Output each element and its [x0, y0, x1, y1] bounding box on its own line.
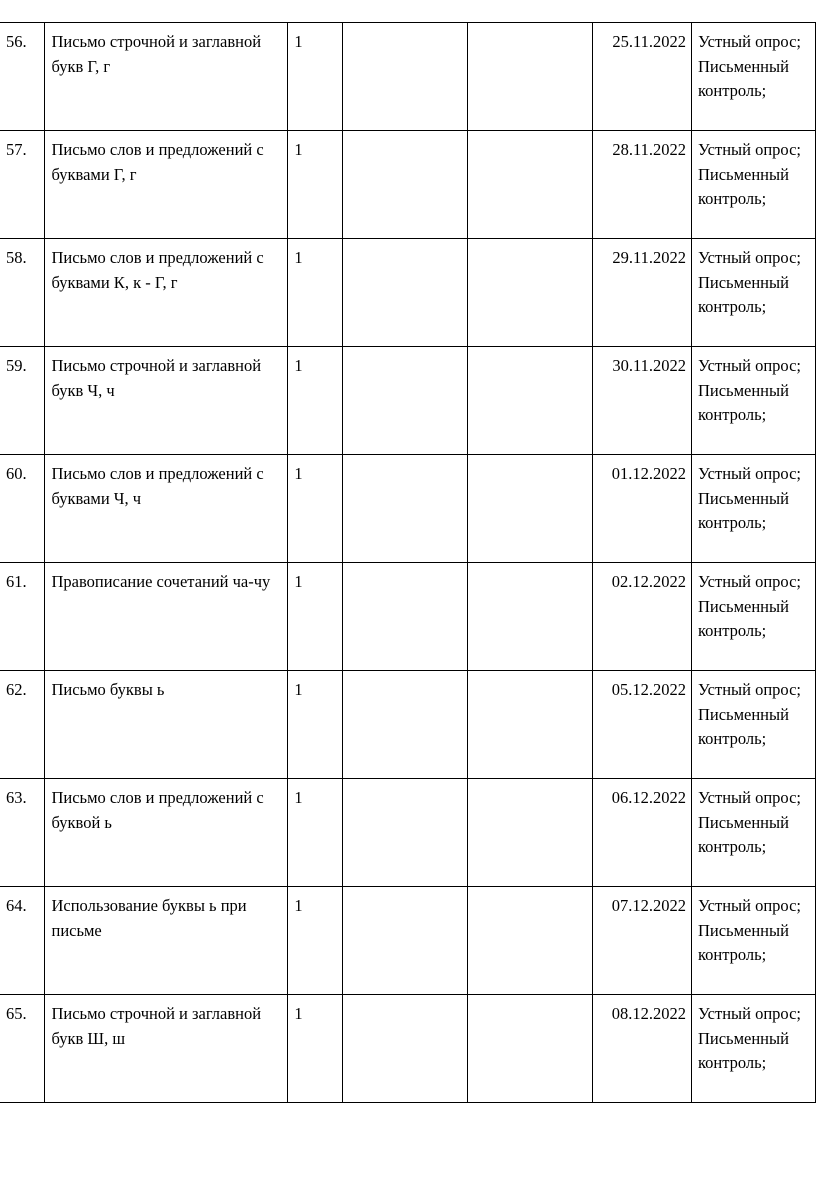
- empty-cell: [343, 887, 468, 995]
- lesson-date: 07.12.2022: [593, 887, 692, 995]
- empty-cell: [343, 131, 468, 239]
- row-number: 63.: [0, 779, 45, 887]
- empty-cell: [468, 779, 593, 887]
- table-row: [0, 995, 816, 1103]
- hours-count: 1: [288, 563, 343, 671]
- control-form: Устный опрос; Письменный контроль;: [691, 239, 815, 347]
- table-row: [0, 671, 816, 779]
- row-number: 65.: [0, 995, 45, 1103]
- empty-cell: [343, 23, 468, 131]
- lesson-topic: Письмо слов и предложений с буквами К, к - Г, г: [45, 239, 288, 347]
- lesson-date: 08.12.2022: [593, 995, 692, 1103]
- lesson-plan-table-page: [0, 22, 816, 1103]
- control-form: Устный опрос; Письменный контроль;: [691, 671, 815, 779]
- lesson-topic: Письмо слов и предложений с буквой ь: [45, 779, 288, 887]
- row-number: 64.: [0, 887, 45, 995]
- hours-count: 1: [288, 131, 343, 239]
- lesson-date: 30.11.2022: [593, 347, 692, 455]
- lesson-date: 01.12.2022: [593, 455, 692, 563]
- table-row: [0, 131, 816, 239]
- lesson-topic: Письмо строчной и заглавной букв Ч, ч: [45, 347, 288, 455]
- empty-cell: [468, 239, 593, 347]
- table-row: [0, 239, 816, 347]
- row-number: 61.: [0, 563, 45, 671]
- lesson-date: 02.12.2022: [593, 563, 692, 671]
- hours-count: 1: [288, 779, 343, 887]
- lesson-date: 29.11.2022: [593, 239, 692, 347]
- lesson-topic: Письмо слов и предложений с буквами Г, г: [45, 131, 288, 239]
- lesson-topic: Письмо строчной и заглавной букв Г, г: [45, 23, 288, 131]
- control-form: Устный опрос; Письменный контроль;: [691, 347, 815, 455]
- hours-count: 1: [288, 887, 343, 995]
- control-form: Устный опрос; Письменный контроль;: [691, 563, 815, 671]
- row-number: 57.: [0, 131, 45, 239]
- lesson-topic: Правописание сочетаний ча-чу: [45, 563, 288, 671]
- control-form: Устный опрос; Письменный контроль;: [691, 455, 815, 563]
- lesson-topic: Письмо буквы ь: [45, 671, 288, 779]
- empty-cell: [343, 779, 468, 887]
- empty-cell: [343, 995, 468, 1103]
- row-number: 62.: [0, 671, 45, 779]
- empty-cell: [468, 131, 593, 239]
- lesson-topic: Письмо слов и предложений с буквами Ч, ч: [45, 455, 288, 563]
- row-number: 59.: [0, 347, 45, 455]
- hours-count: 1: [288, 347, 343, 455]
- hours-count: 1: [288, 23, 343, 131]
- table-row: [0, 563, 816, 671]
- row-number: 56.: [0, 23, 45, 131]
- hours-count: 1: [288, 239, 343, 347]
- lesson-date: 06.12.2022: [593, 779, 692, 887]
- control-form: Устный опрос; Письменный контроль;: [691, 131, 815, 239]
- table-row: [0, 887, 816, 995]
- lesson-date: 28.11.2022: [593, 131, 692, 239]
- control-form: Устный опрос; Письменный контроль;: [691, 995, 815, 1103]
- control-form: Устный опрос; Письменный контроль;: [691, 779, 815, 887]
- table-row: [0, 779, 816, 887]
- empty-cell: [468, 347, 593, 455]
- empty-cell: [343, 563, 468, 671]
- hours-count: 1: [288, 995, 343, 1103]
- empty-cell: [468, 455, 593, 563]
- lesson-plan-table: [0, 22, 816, 1103]
- row-number: 58.: [0, 239, 45, 347]
- empty-cell: [468, 887, 593, 995]
- lesson-topic: Использование буквы ь при письме: [45, 887, 288, 995]
- empty-cell: [468, 995, 593, 1103]
- empty-cell: [468, 671, 593, 779]
- control-form: Устный опрос; Письменный контроль;: [691, 23, 815, 131]
- lesson-topic: Письмо строчной и заглавной букв Ш, ш: [45, 995, 288, 1103]
- table-row: [0, 347, 816, 455]
- table-row: [0, 23, 816, 131]
- empty-cell: [468, 23, 593, 131]
- row-number: 60.: [0, 455, 45, 563]
- empty-cell: [343, 455, 468, 563]
- lesson-date: 05.12.2022: [593, 671, 692, 779]
- empty-cell: [468, 563, 593, 671]
- empty-cell: [343, 239, 468, 347]
- empty-cell: [343, 347, 468, 455]
- control-form: Устный опрос; Письменный контроль;: [691, 887, 815, 995]
- empty-cell: [343, 671, 468, 779]
- hours-count: 1: [288, 671, 343, 779]
- lesson-date: 25.11.2022: [593, 23, 692, 131]
- hours-count: 1: [288, 455, 343, 563]
- table-row: [0, 455, 816, 563]
